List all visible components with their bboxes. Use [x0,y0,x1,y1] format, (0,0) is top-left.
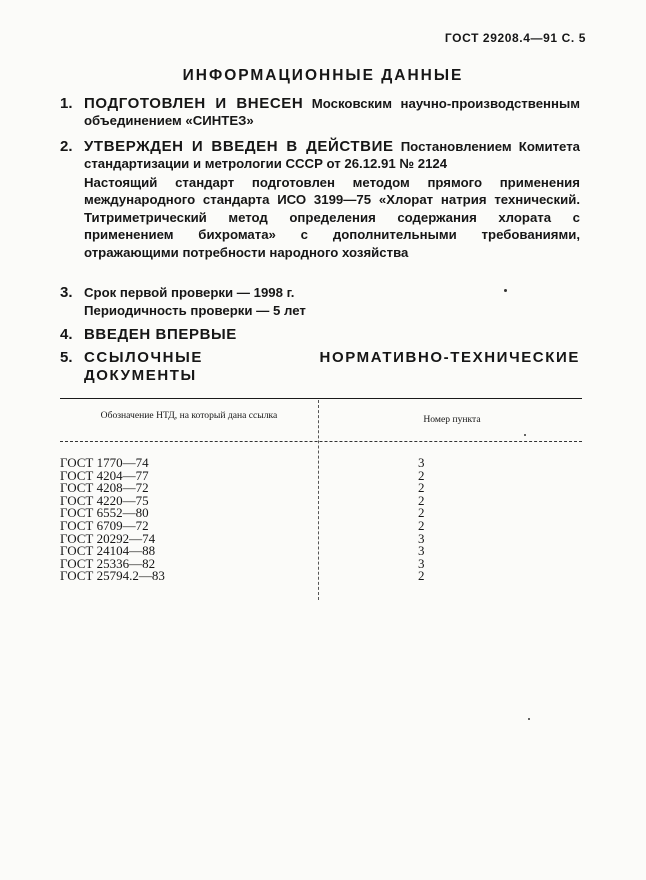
table-row [60,519,582,532]
row-document: ГОСТ 6552—80 [60,505,149,521]
row-document: ГОСТ 4208—72 [60,480,149,496]
section-1 [60,95,580,129]
page-header: ГОСТ 29208.4—91 С. 5 [444,31,586,45]
scan-speck [504,289,507,292]
table-header-item-number: Номер пункта [423,414,481,425]
row-document: ГОСТ 25794.2—83 [60,568,165,584]
row-item-number: 2 [418,505,425,521]
section-2-paragraph: Настоящий стандарт подготовлен методом прямого применения международного стандарта ИСО 3199—75 «Хлорат натрия технический. Титриметрический метод определения содержания хлората с применением бихромата» с дополнительными требованиями, отражающими потребности народного хозяйства [84,175,580,260]
table-header-rule [60,441,582,442]
row-document: ГОСТ 25336—82 [60,555,156,571]
row-document: ГОСТ 1770—74 [60,455,149,470]
section-4-lead: ВВЕДЕН ВПЕРВЫЕ [84,326,237,343]
section-2-number: 2. [60,138,73,155]
scan-speck [524,434,526,436]
section-1-number: 1. [60,95,73,112]
row-item-number: 2 [418,480,425,496]
table-header-document: Обозначение НТД, на который дана ссылка [100,410,278,421]
table-row [60,544,582,557]
row-item-number: 2 [418,467,425,483]
table-row [60,456,582,469]
table-row [60,569,582,582]
section-1-text: Московским научно-производственным объединением «СИНТЕЗ» [84,96,580,128]
section-4 [60,326,580,343]
section-4-number: 4. [60,326,73,343]
section-2 [60,138,580,261]
row-document: ГОСТ 24104—88 [60,543,156,559]
section-2-lead: УТВЕРЖДЕН И ВВЕДЕН В ДЕЙСТВИЕ [84,138,394,155]
section-3-line-2: Периодичность проверки — 5 лет [84,303,306,318]
section-5 [60,349,580,385]
row-item-number: 2 [418,517,425,533]
row-document: ГОСТ 4204—77 [60,467,149,483]
document-title: ИНФОРМАЦИОННЫЕ ДАННЫЕ [182,67,464,84]
section-1-lead: ПОДГОТОВЛЕН И ВНЕСЕН [84,95,304,112]
table-row [60,481,582,494]
row-item-number: 2 [418,492,425,508]
section-5-number: 5. [60,349,73,366]
section-5-lead: ССЫЛОЧНЫЕ НОРМАТИВНО-ТЕХНИЧЕСКИЕ ДОКУМЕНТЫ [84,349,580,384]
row-item-number: 3 [418,555,425,571]
section-3-number: 3. [60,284,73,301]
table-top-rule [60,398,582,399]
section-2-text: Постановлением Комитета стандартизации и метрологии СССР от 26.12.91 № 2124 [84,139,580,171]
row-item-number: 2 [418,568,425,584]
row-item-number: 3 [418,543,425,559]
row-document: ГОСТ 4220—75 [60,492,149,508]
scan-speck [528,718,530,720]
row-document: ГОСТ 20292—74 [60,530,156,546]
row-item-number: 3 [418,455,425,470]
section-3-line-1: Срок первой проверки — 1998 г. [84,285,295,300]
row-document: ГОСТ 6709—72 [60,517,149,533]
row-item-number: 3 [418,530,425,546]
table-body [60,456,582,582]
section-3 [60,284,580,320]
